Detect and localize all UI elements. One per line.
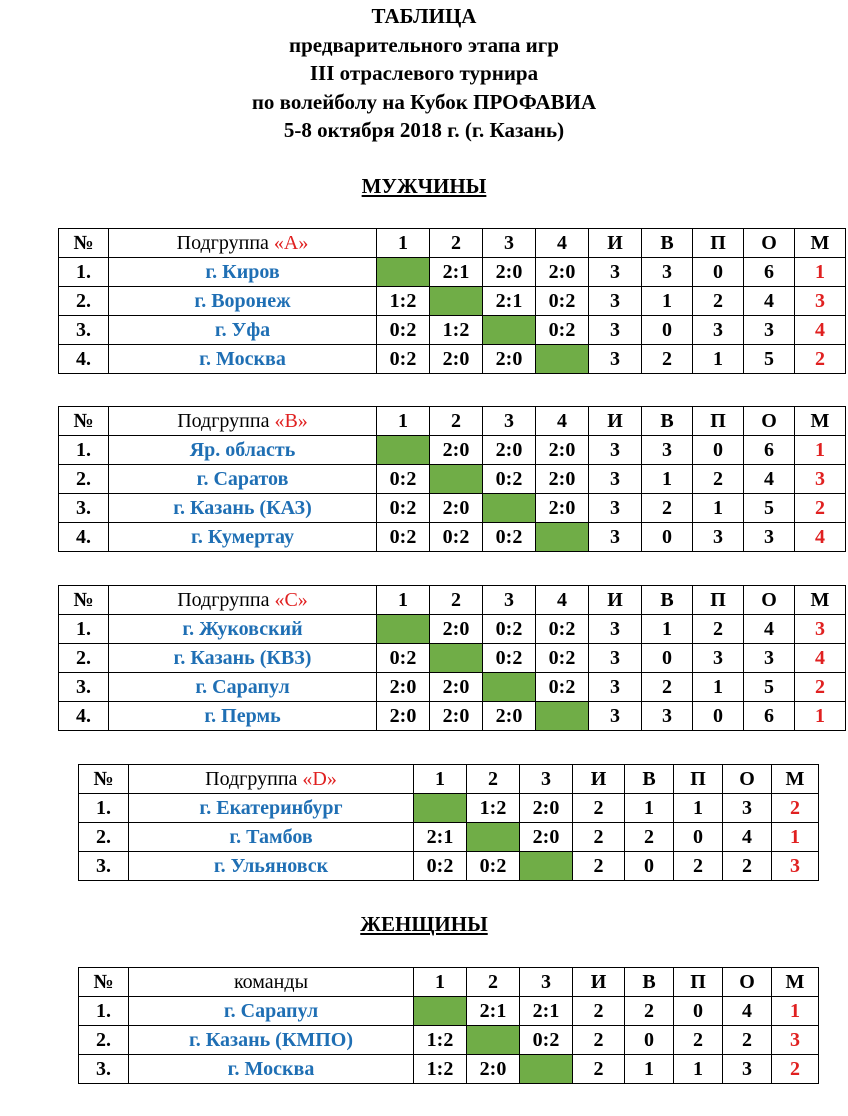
losses-cell: 0 [693,258,744,287]
document-title [0,2,848,145]
header-col: 1 [377,407,430,436]
place-cell: 1 [772,997,819,1026]
team-name: г. Ульяновск [129,852,414,881]
losses-cell: 0 [693,436,744,465]
table-header-row [79,765,819,794]
group-a-table [58,228,846,374]
points-cell: 3 [744,316,795,345]
score-cell: 2:0 [430,345,483,374]
header-games: И [589,229,642,258]
points-cell: 5 [744,673,795,702]
losses-cell: 1 [674,1055,723,1084]
wins-cell: 1 [642,287,693,316]
place-cell: 1 [795,258,846,287]
losses-cell: 1 [693,673,744,702]
place-cell: 4 [795,316,846,345]
diagonal-cell [520,852,573,881]
diagonal-cell [377,615,430,644]
score-cell: 0:2 [483,644,536,673]
table-row [59,287,846,316]
header-points: О [723,765,772,794]
score-cell: 0:2 [536,673,589,702]
header-losses: П [693,229,744,258]
points-cell: 6 [744,436,795,465]
diagonal-cell [483,673,536,702]
title-line: предварительного этапа игр [289,32,559,57]
team-name: г. Казань (КАЗ) [109,494,377,523]
header-subgroup [109,586,377,615]
row-num: 3. [59,316,109,345]
diagonal-cell [483,494,536,523]
points-cell: 4 [723,823,772,852]
score-cell: 1:2 [377,287,430,316]
score-cell: 0:2 [483,523,536,552]
header-subgroup [129,765,414,794]
diagonal-cell [430,465,483,494]
team-name: г. Сарапул [129,997,414,1026]
games-cell: 2 [573,823,625,852]
games-cell: 3 [589,465,642,494]
table-header-row [59,407,846,436]
table-row [79,1055,819,1084]
row-num: 4. [59,345,109,374]
row-num: 2. [79,823,129,852]
score-cell: 2:1 [467,997,520,1026]
team-name: г. Воронеж [109,287,377,316]
header-col: 4 [536,586,589,615]
group-c-table [58,585,846,731]
losses-cell: 3 [693,316,744,345]
losses-cell: 1 [674,794,723,823]
score-cell: 2:0 [483,345,536,374]
losses-cell: 0 [674,997,723,1026]
header-games: И [573,968,625,997]
score-cell: 1:2 [414,1055,467,1084]
title-line: по волейболу на Кубок ПРОФАВИА [251,89,597,114]
wins-cell: 0 [642,644,693,673]
games-cell: 3 [589,702,642,731]
title-line: 5-8 октября 2018 г. (г. Казань) [283,118,565,142]
score-cell: 0:2 [377,494,430,523]
score-cell: 2:0 [536,494,589,523]
score-cell: 2:0 [483,436,536,465]
team-name: г. Саратов [109,465,377,494]
games-cell: 2 [573,1055,625,1084]
score-cell: 2:0 [520,794,573,823]
losses-cell: 2 [674,1026,723,1055]
subgroup-name: «А» [273,231,309,254]
place-cell: 4 [795,523,846,552]
header-points: О [744,407,795,436]
score-cell: 2:0 [536,436,589,465]
header-col: 3 [483,229,536,258]
table-row [79,852,819,881]
score-cell: 0:2 [483,615,536,644]
header-losses: П [674,968,723,997]
team-name: г. Киров [109,258,377,287]
team-name: Яр. область [109,436,377,465]
wins-cell: 1 [625,794,674,823]
losses-cell: 3 [693,644,744,673]
header-col: 1 [414,765,467,794]
points-cell: 4 [723,997,772,1026]
diagonal-cell [467,1026,520,1055]
score-cell: 0:2 [430,523,483,552]
place-cell: 3 [795,465,846,494]
header-num: № [59,407,109,436]
header-num: № [59,229,109,258]
header-wins: В [642,229,693,258]
row-num: 4. [59,523,109,552]
losses-cell: 2 [693,287,744,316]
header-col: 2 [430,229,483,258]
women-table [78,967,819,1084]
wins-cell: 2 [625,823,674,852]
header-col: 2 [430,407,483,436]
header-place: М [772,765,819,794]
table-row [79,823,819,852]
games-cell: 2 [573,1026,625,1055]
place-cell: 4 [795,644,846,673]
header-wins: В [642,407,693,436]
diagonal-cell [520,1055,573,1084]
wins-cell: 1 [642,465,693,494]
header-wins: В [625,968,674,997]
diagonal-cell [430,644,483,673]
wins-cell: 3 [642,702,693,731]
score-cell: 0:2 [536,287,589,316]
score-cell: 2:0 [430,673,483,702]
place-cell: 3 [772,1026,819,1055]
score-cell: 0:2 [536,615,589,644]
losses-cell: 2 [674,852,723,881]
table-row [59,465,846,494]
team-name: г. Москва [129,1055,414,1084]
wins-cell: 2 [642,673,693,702]
header-col: 2 [430,586,483,615]
diagonal-cell [467,823,520,852]
header-place: М [772,968,819,997]
team-name: г. Москва [109,345,377,374]
diagonal-cell [536,523,589,552]
score-cell: 2:1 [414,823,467,852]
team-name: г. Тамбов [129,823,414,852]
score-cell: 0:2 [377,523,430,552]
score-cell: 2:0 [467,1055,520,1084]
games-cell: 3 [589,258,642,287]
table-row [59,494,846,523]
score-cell: 0:2 [377,465,430,494]
games-cell: 3 [589,673,642,702]
wins-cell: 1 [625,1055,674,1084]
games-cell: 3 [589,615,642,644]
header-losses: П [674,765,723,794]
header-place: М [795,407,846,436]
row-num: 3. [79,852,129,881]
table-row [59,345,846,374]
games-cell: 2 [573,997,625,1026]
table-row [59,702,846,731]
place-cell: 2 [772,794,819,823]
group-d-table [78,764,819,881]
table-row [59,673,846,702]
header-col: 1 [414,968,467,997]
team-name: г. Кумертау [109,523,377,552]
score-cell: 2:0 [483,702,536,731]
header-num: № [59,586,109,615]
losses-cell: 0 [693,702,744,731]
row-num: 1. [59,615,109,644]
score-cell: 0:2 [520,1026,573,1055]
row-num: 1. [79,997,129,1026]
score-cell: 2:1 [430,258,483,287]
score-cell: 0:2 [377,316,430,345]
team-name: г. Сарапул [109,673,377,702]
points-cell: 2 [723,1026,772,1055]
points-cell: 4 [744,465,795,494]
games-cell: 3 [589,436,642,465]
table-row [59,523,846,552]
diagonal-cell [414,794,467,823]
points-cell: 5 [744,494,795,523]
header-points: О [744,229,795,258]
losses-cell: 0 [674,823,723,852]
wins-cell: 2 [642,345,693,374]
score-cell: 1:2 [414,1026,467,1055]
header-teams: команды [129,968,414,997]
losses-cell: 2 [693,615,744,644]
games-cell: 2 [573,794,625,823]
header-wins: В [642,586,693,615]
diagonal-cell [430,287,483,316]
header-losses: П [693,586,744,615]
place-cell: 1 [795,702,846,731]
score-cell: 2:0 [520,823,573,852]
group-b-table [58,406,846,552]
subgroup-label: Подгруппа [177,588,270,611]
score-cell: 2:0 [483,258,536,287]
place-cell: 2 [795,673,846,702]
header-col: 4 [536,229,589,258]
wins-cell: 3 [642,436,693,465]
diagonal-cell [414,997,467,1026]
header-subgroup [109,229,377,258]
losses-cell: 3 [693,523,744,552]
header-games: И [589,407,642,436]
place-cell: 3 [795,615,846,644]
score-cell: 0:2 [467,852,520,881]
table-row [59,436,846,465]
score-cell: 2:0 [430,702,483,731]
wins-cell: 0 [642,523,693,552]
place-cell: 1 [772,823,819,852]
table-header-row [59,229,846,258]
table-row [59,615,846,644]
wins-cell: 2 [642,494,693,523]
row-num: 2. [79,1026,129,1055]
score-cell: 2:0 [536,465,589,494]
header-col: 4 [536,407,589,436]
points-cell: 4 [744,615,795,644]
points-cell: 3 [723,1055,772,1084]
points-cell: 2 [723,852,772,881]
team-name: г. Пермь [109,702,377,731]
header-col: 3 [520,968,573,997]
table-header-row [59,586,846,615]
place-cell: 3 [795,287,846,316]
games-cell: 3 [589,345,642,374]
header-col: 3 [483,586,536,615]
diagonal-cell [536,345,589,374]
subgroup-label: Подгруппа [176,231,269,254]
header-points: О [744,586,795,615]
diagonal-cell [483,316,536,345]
row-num: 1. [59,258,109,287]
header-losses: П [693,407,744,436]
score-cell: 1:2 [430,316,483,345]
team-name: г. Казань (КВЗ) [109,644,377,673]
wins-cell: 3 [642,258,693,287]
games-cell: 3 [589,494,642,523]
subgroup-name: «С» [274,588,308,611]
place-cell: 2 [795,494,846,523]
header-subgroup [109,407,377,436]
points-cell: 6 [744,258,795,287]
header-num: № [79,765,129,794]
table-row [79,794,819,823]
wins-cell: 0 [625,852,674,881]
score-cell: 2:0 [536,258,589,287]
place-cell: 1 [795,436,846,465]
score-cell: 0:2 [377,345,430,374]
row-num: 4. [59,702,109,731]
women-heading: ЖЕНЩИНЫ [360,912,488,936]
header-num: № [79,968,129,997]
points-cell: 4 [744,287,795,316]
losses-cell: 2 [693,465,744,494]
points-cell: 6 [744,702,795,731]
score-cell: 0:2 [536,316,589,345]
header-wins: В [625,765,674,794]
table-row [59,258,846,287]
score-cell: 2:1 [520,997,573,1026]
header-points: О [723,968,772,997]
score-cell: 0:2 [483,465,536,494]
games-cell: 2 [573,852,625,881]
team-name: г. Жуковский [109,615,377,644]
score-cell: 2:1 [483,287,536,316]
header-games: И [573,765,625,794]
title-line: III отраслевого турнира [309,61,539,85]
points-cell: 3 [744,644,795,673]
score-cell: 0:2 [536,644,589,673]
table-row [59,644,846,673]
diagonal-cell [536,702,589,731]
score-cell: 1:2 [467,794,520,823]
diagonal-cell [377,436,430,465]
games-cell: 3 [589,287,642,316]
row-num: 3. [59,673,109,702]
games-cell: 3 [589,316,642,345]
title-line: ТАБЛИЦА [371,4,477,28]
losses-cell: 1 [693,494,744,523]
header-col: 1 [377,229,430,258]
subgroup-name: «D» [302,767,337,790]
men-heading: МУЖЧИНЫ [361,174,487,198]
subgroup-label: Подгруппа [177,409,270,432]
row-num: 2. [59,465,109,494]
score-cell: 2:0 [377,702,430,731]
place-cell: 3 [772,852,819,881]
row-num: 2. [59,287,109,316]
table-row [79,997,819,1026]
wins-cell: 0 [625,1026,674,1055]
diagonal-cell [377,258,430,287]
score-cell: 0:2 [414,852,467,881]
score-cell: 2:0 [430,494,483,523]
wins-cell: 2 [625,997,674,1026]
row-num: 1. [59,436,109,465]
header-col: 1 [377,586,430,615]
header-col: 3 [520,765,573,794]
table-row [59,316,846,345]
score-cell: 0:2 [377,644,430,673]
header-games: И [589,586,642,615]
table-header-row [79,968,819,997]
games-cell: 3 [589,523,642,552]
wins-cell: 1 [642,615,693,644]
losses-cell: 1 [693,345,744,374]
row-num: 2. [59,644,109,673]
header-col: 3 [483,407,536,436]
score-cell: 2:0 [377,673,430,702]
header-place: М [795,229,846,258]
points-cell: 3 [723,794,772,823]
row-num: 3. [59,494,109,523]
subgroup-name: «В» [274,409,308,432]
header-col: 2 [467,968,520,997]
team-name: г. Уфа [109,316,377,345]
score-cell: 2:0 [430,615,483,644]
header-col: 2 [467,765,520,794]
games-cell: 3 [589,644,642,673]
subgroup-label: Подгруппа [205,767,298,790]
points-cell: 5 [744,345,795,374]
place-cell: 2 [795,345,846,374]
row-num: 1. [79,794,129,823]
table-row [79,1026,819,1055]
header-place: М [795,586,846,615]
row-num: 3. [79,1055,129,1084]
score-cell: 2:0 [430,436,483,465]
team-name: г. Екатеринбург [129,794,414,823]
wins-cell: 0 [642,316,693,345]
team-name: г. Казань (КМПО) [129,1026,414,1055]
points-cell: 3 [744,523,795,552]
place-cell: 2 [772,1055,819,1084]
